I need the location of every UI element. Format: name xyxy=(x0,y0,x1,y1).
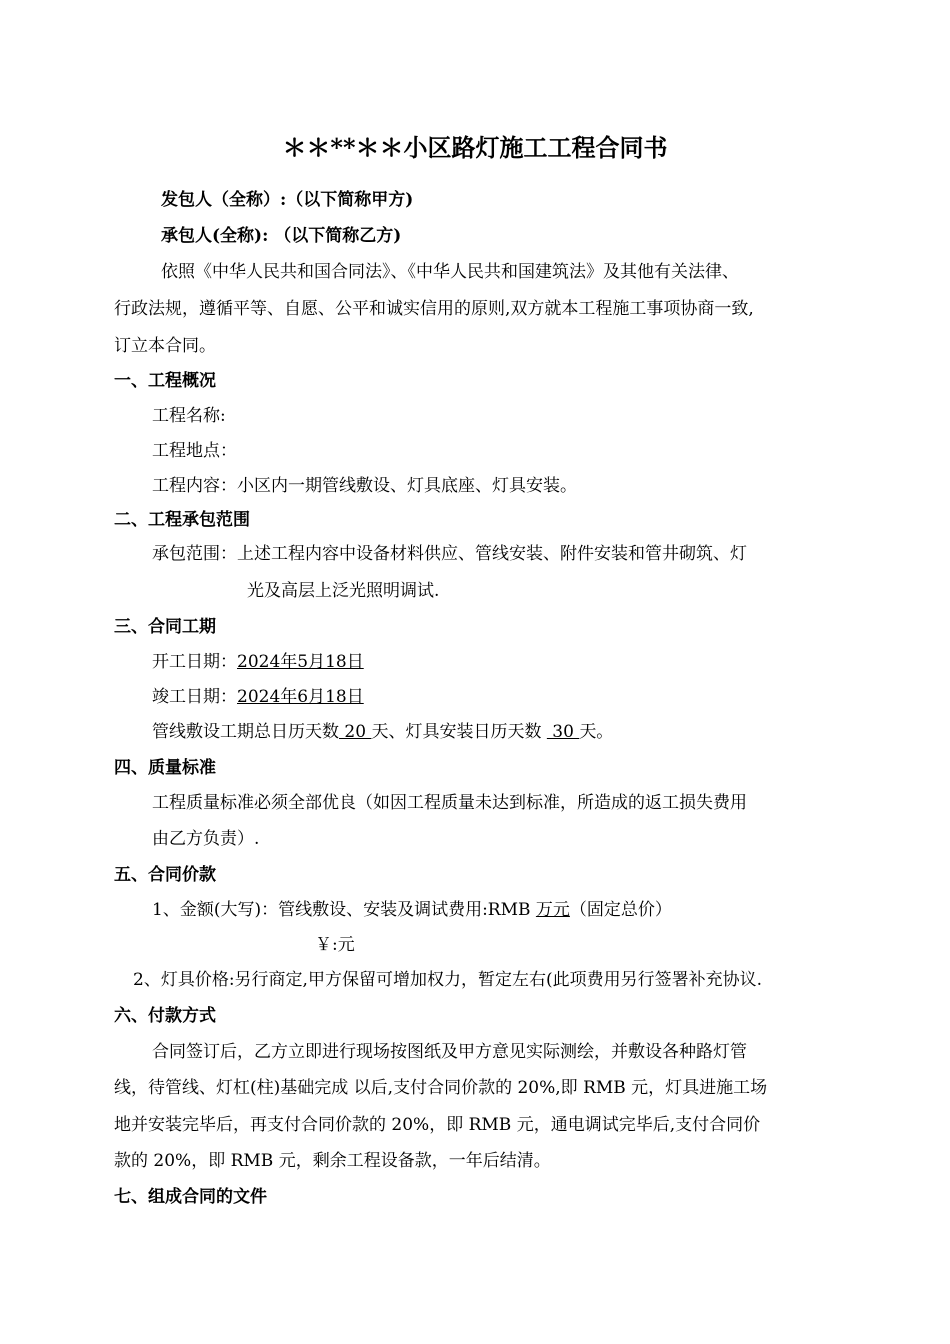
section-3-heading: 三、合同工期 xyxy=(114,617,216,637)
section-5-heading: 五、合同价款 xyxy=(114,865,216,885)
price-item-1-unit: 万元 xyxy=(535,900,570,920)
intro-line-2: 行政法规，遵循平等、自愿、公平和诚实信用的原则,双方就本工程施工事项协商一致, xyxy=(114,299,754,319)
project-content: 工程内容：小区内一期管线敷设、灯具底座、灯具安装。 xyxy=(152,476,577,496)
quality-line-1: 工程质量标准必须全部优良（如因工程质量未达到标准，所造成的返工损失费用 xyxy=(152,793,747,813)
duration-row xyxy=(152,721,613,743)
section-4-heading: 四、质量标准 xyxy=(114,758,216,778)
end-date-label: 竣工日期： xyxy=(152,687,237,707)
payment-line-1: 合同签订后，乙方立即进行现场按图纸及甲方意见实际测绘，并敷设各种路灯管 xyxy=(152,1042,747,1062)
scope-line-2: 光及高层上泛光照明调试. xyxy=(247,581,440,601)
duration-text-1: 管线敷设工期总日历天数 xyxy=(152,722,339,742)
price-item-1-prefix: 1、金额(大写)：管线敷设、安装及调试费用:RMB xyxy=(152,900,536,920)
section-2-heading: 二、工程承包范围 xyxy=(114,510,250,530)
project-name: 工程名称: xyxy=(152,406,226,426)
section-1-heading: 一、工程概况 xyxy=(114,371,216,391)
payment-line-2: 线，待管线、灯杠(柱)基础完成 以后,支付合同价款的 20%,即 RMB 元，灯具进施工场 xyxy=(114,1078,768,1098)
start-date-value: 2024年5月18日 xyxy=(237,652,364,672)
employer-line: 发包人（全称）:（以下简称甲方) xyxy=(161,190,414,210)
payment-line-3: 地并安装完毕后，再支付合同价款的 20%，即 RMB 元，通电调试完毕后,支付合同价 xyxy=(114,1115,761,1135)
intro-line-1: 依照《中华人民共和国合同法》、《中华人民共和国建筑法》及其他有关法律、 xyxy=(161,262,739,282)
price-yuan: ￥:元 xyxy=(315,935,355,955)
payment-line-4: 款的 20%，即 RMB 元，剩余工程设备款，一年后结清。 xyxy=(114,1151,551,1171)
start-date-label: 开工日期： xyxy=(152,652,237,672)
duration-text-2: 天、灯具安装日历天数 xyxy=(371,722,547,742)
pipeline-days: 20 xyxy=(339,722,372,742)
end-date-row xyxy=(152,686,364,708)
section-6-heading: 六、付款方式 xyxy=(114,1006,216,1026)
contractor-line: 承包人(全称): （以下简称乙方) xyxy=(161,226,402,246)
start-date-row xyxy=(152,651,364,673)
quality-line-2: 由乙方负责）. xyxy=(152,829,260,849)
project-location: 工程地点： xyxy=(152,441,237,461)
document-title: ＊＊**＊＊小区路灯施工工程合同书 xyxy=(282,133,668,162)
lamp-days: 30 xyxy=(546,722,580,742)
duration-text-3: 天。 xyxy=(579,722,614,742)
section-7-heading: 七、组成合同的文件 xyxy=(114,1187,267,1207)
price-item-2: 2、灯具价格:另行商定,甲方保留可增加权力，暂定左右(此项费用另行签署补充协议. xyxy=(133,970,762,990)
price-item-1 xyxy=(152,899,672,921)
price-item-1-suffix: （固定总价） xyxy=(569,900,672,920)
end-date-value: 2024年6月18日 xyxy=(237,687,364,707)
scope-line-1: 承包范围：上述工程内容中设备材料供应、管线安装、附件安装和管井砌筑、灯 xyxy=(152,544,747,564)
intro-line-3: 订立本合同。 xyxy=(114,336,216,356)
